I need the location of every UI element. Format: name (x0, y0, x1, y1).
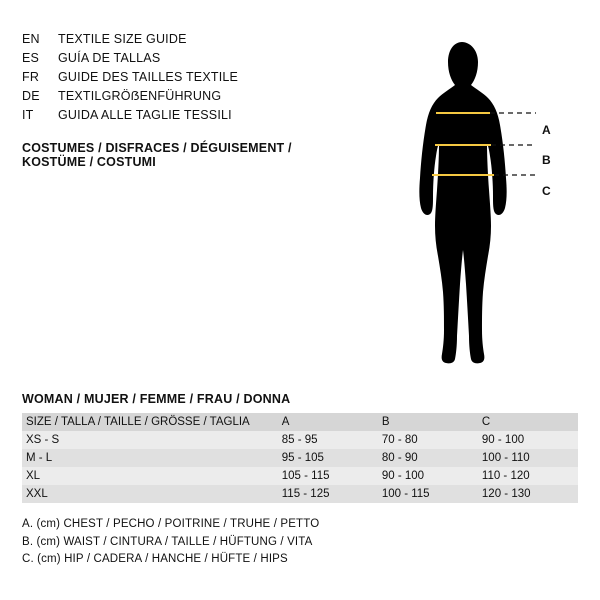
language-row (22, 68, 352, 87)
language-row (22, 30, 352, 49)
cell-size: M - L (26, 452, 53, 464)
table-header-row (22, 413, 578, 431)
cell-b: 100 - 115 (381, 488, 430, 500)
marker-label-a: A (542, 123, 551, 137)
cell-size: XL (26, 470, 41, 482)
cell-size: XXL (26, 488, 48, 500)
size-table-block (22, 392, 578, 503)
size-table (22, 413, 578, 503)
cell-c: 100 - 110 (481, 452, 530, 464)
cell-a: 85 - 95 (281, 434, 318, 446)
language-code: FR (22, 70, 40, 84)
cell-size: XS - S (26, 434, 60, 446)
cell-b: 70 - 80 (381, 434, 418, 446)
language-row (22, 87, 352, 106)
cell-a: 95 - 105 (281, 452, 324, 464)
female-silhouette-figure (390, 18, 590, 378)
marker-label-c: C (542, 184, 551, 198)
column-header-c: C (481, 416, 491, 428)
column-header-b: B (381, 416, 390, 428)
table-row (22, 431, 578, 449)
column-header-a: A (281, 416, 290, 428)
legend-line-a: A. (cm) CHEST / PECHO / POITRINE / TRUHE / PETTO (22, 518, 320, 530)
cell-c: 90 - 100 (481, 434, 525, 446)
language-text: GUÍA DE TALLAS (58, 51, 161, 65)
table-row (22, 449, 578, 467)
table-title: WOMAN / MUJER / FEMME / FRAU / DONNA (22, 392, 291, 406)
language-text: GUIDA ALLE TAGLIE TESSILI (58, 108, 232, 122)
language-row (22, 49, 352, 68)
language-text: TEXTILGRÖẞENFÜHRUNG (58, 89, 222, 103)
marker-label-b: B (542, 153, 551, 167)
silhouette-svg (390, 18, 590, 378)
table-body (22, 431, 578, 503)
table-row (22, 467, 578, 485)
cell-b: 90 - 100 (381, 470, 425, 482)
column-header-size: SIZE / TALLA / TAILLE / GRÖSSE / TAGLIA (26, 416, 250, 428)
language-code: ES (22, 51, 40, 65)
language-code: DE (22, 89, 40, 103)
cell-c: 110 - 120 (481, 470, 530, 482)
cell-c: 120 - 130 (481, 488, 531, 500)
language-text: TEXTILE SIZE GUIDE (58, 32, 187, 46)
language-row (22, 106, 352, 125)
costumes-subtitle: COSTUMES / DISFRACES / DÉGUISEMENT / KOSTÜME / COSTUMI (22, 141, 292, 169)
table-head (22, 413, 578, 431)
legend-line-b: B. (cm) WAIST / CINTURA / TAILLE / HÜFTUNG / VITA (22, 535, 313, 548)
silhouette-shape (419, 42, 506, 363)
cell-a: 105 - 115 (281, 470, 330, 482)
measurement-legend (22, 516, 422, 569)
language-code: EN (22, 32, 40, 46)
cell-b: 80 - 90 (381, 452, 418, 464)
cell-a: 115 - 125 (281, 488, 330, 500)
language-code: IT (22, 108, 34, 122)
legend-line-c: C. (cm) HIP / CADERA / HANCHE / HÜFTE / HIPS (22, 553, 288, 565)
language-header (22, 30, 352, 169)
table-row (22, 485, 578, 503)
language-text: GUIDE DES TAILLES TEXTILE (58, 70, 239, 84)
